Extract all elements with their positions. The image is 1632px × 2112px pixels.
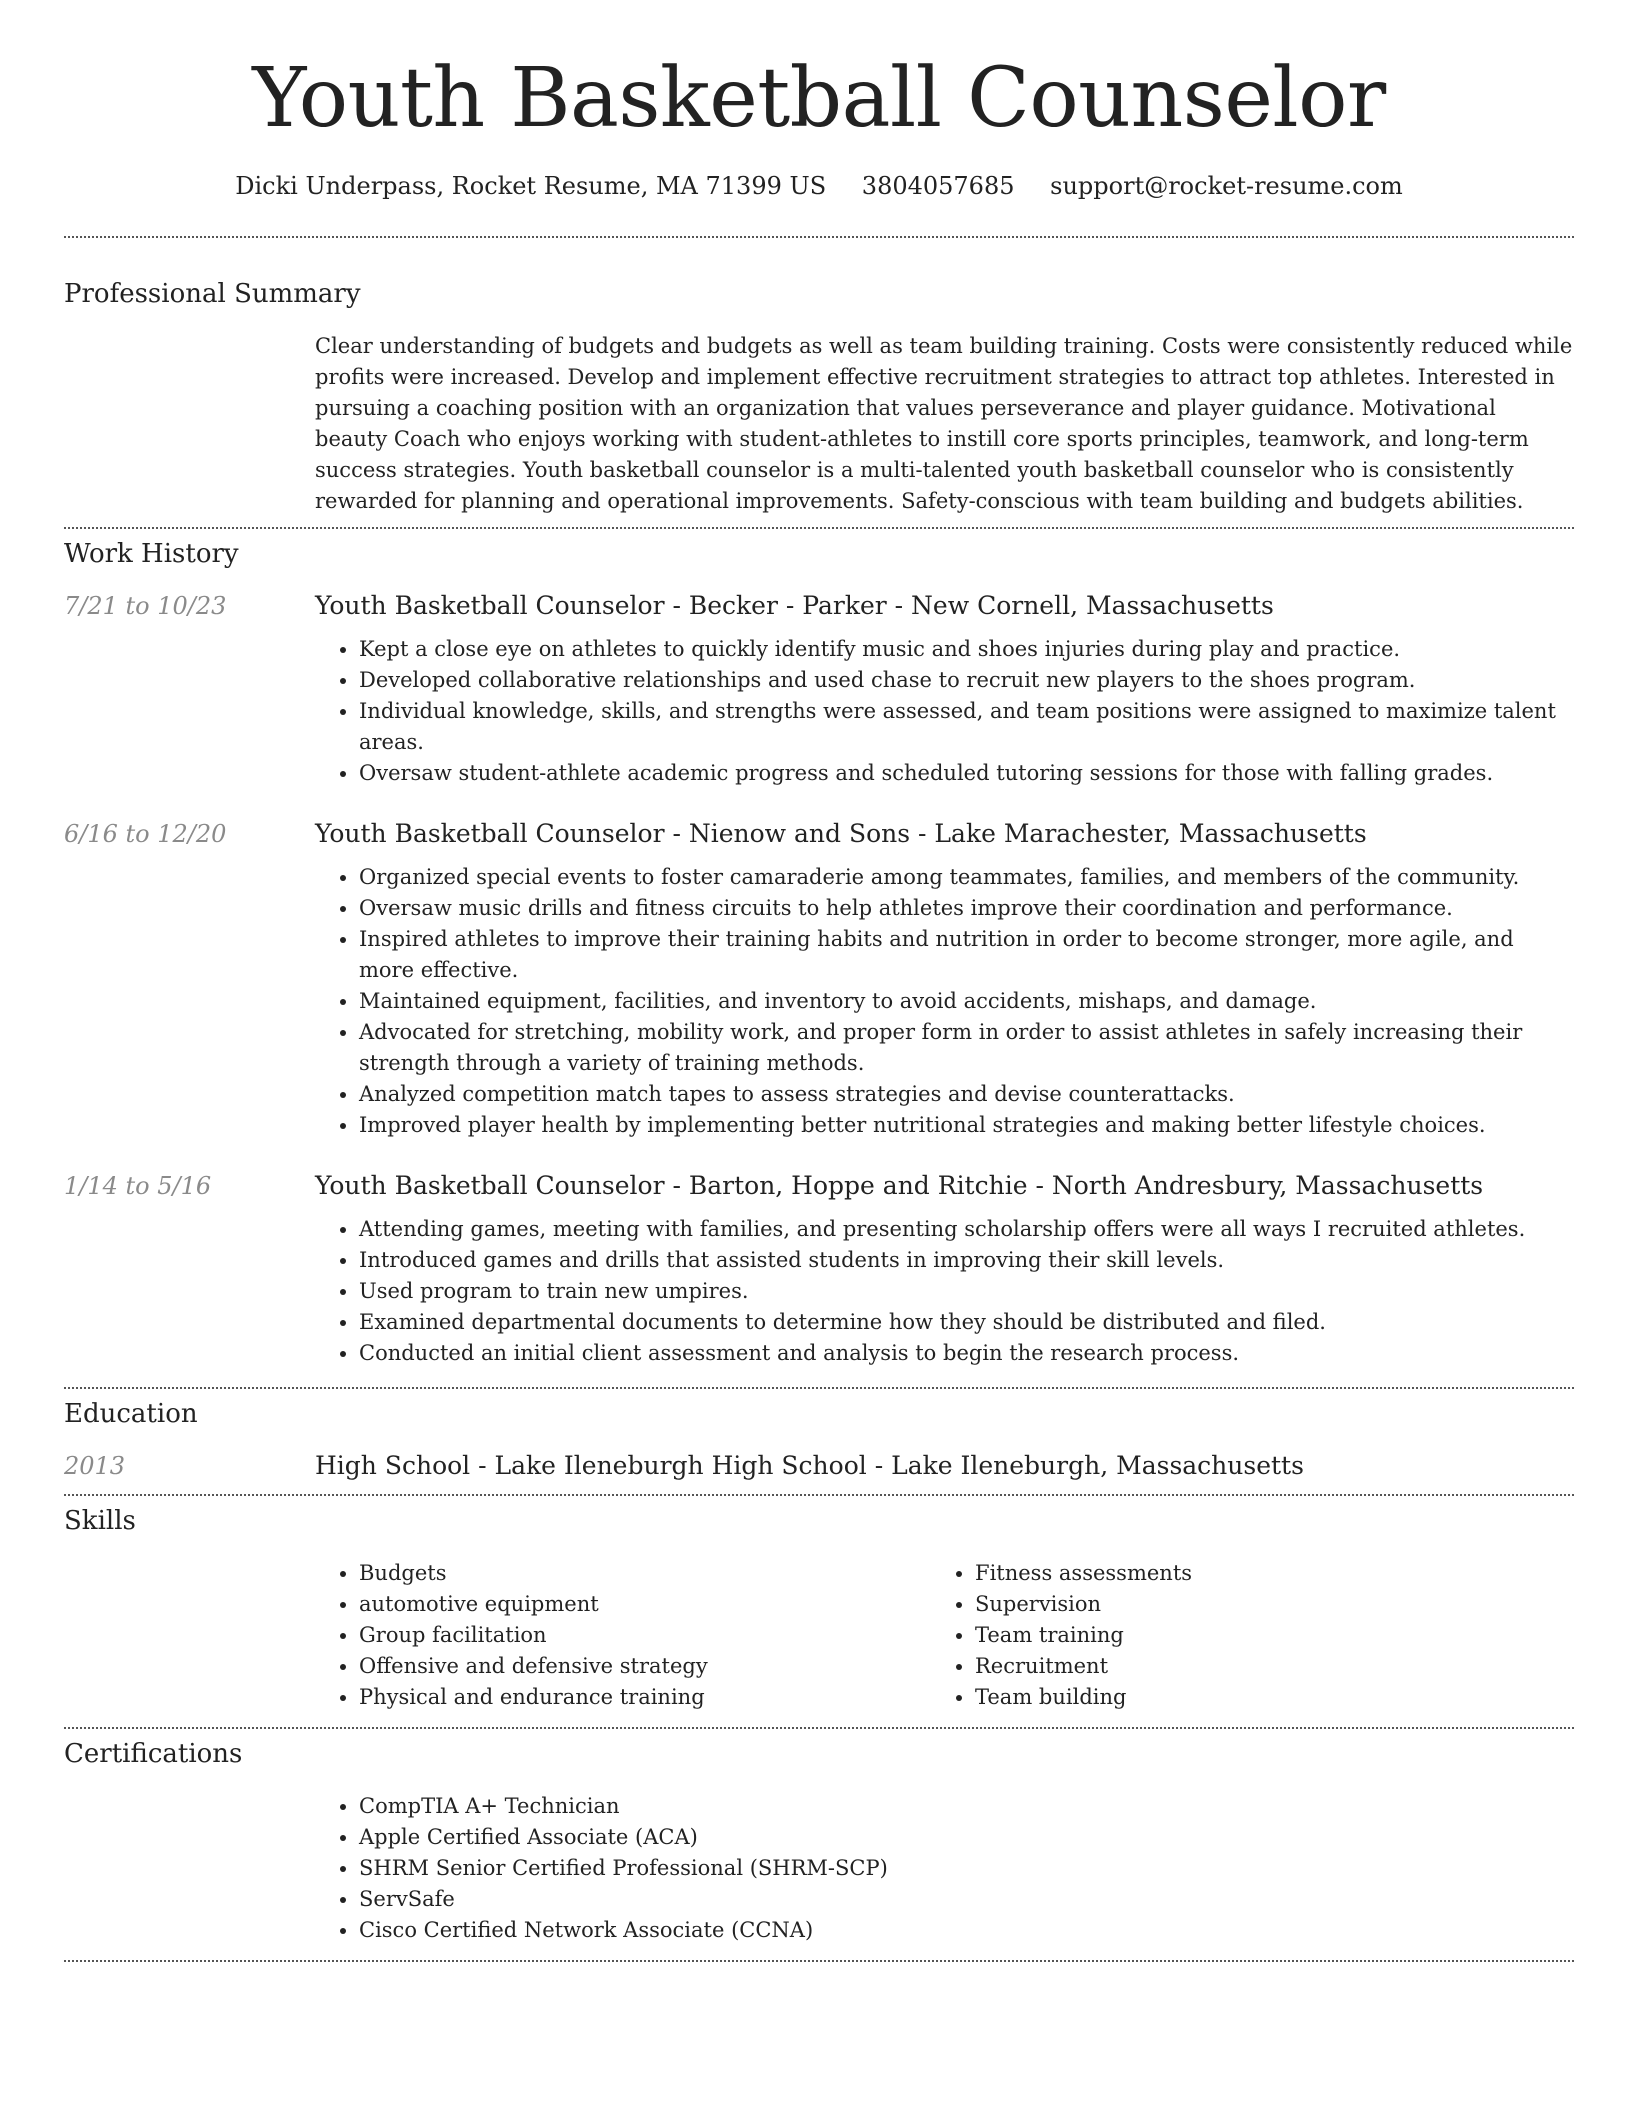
list-item: • Attending games, meeting with families, and presenting scholarship offers were all ways I recruited athletes. — [359, 1214, 1574, 1245]
list-item: • Improved player health by implementing better nutritional strategies and making better lifestyle choices. — [359, 1110, 1574, 1141]
candidate-name: Youth Basketball Counselor — [252, 51, 1386, 146]
certifications-heading: Certifications — [64, 1739, 243, 1769]
certification-item: • CompTIA A+ Technician — [359, 1791, 1574, 1822]
skill-item: • Team building — [975, 1682, 1547, 1713]
list-item: • Examined departmental documents to determine how they should be distributed and filed. — [359, 1307, 1574, 1338]
education-title: High School - Lake Ileneburgh High School - Lake Ileneburgh, Massachusetts — [315, 1451, 1304, 1480]
list-item: • Individual knowledge, skills, and strengths were assessed, and team positions were assigned to maximize talent areas. — [359, 696, 1574, 758]
job-title: Youth Basketball Counselor - Nienow and Sons - Lake Marachester, Massachusetts — [315, 819, 1367, 848]
list-item: • Analyzed competition match tapes to assess strategies and devise counterattacks. — [359, 1079, 1574, 1110]
education-heading: Education — [64, 1399, 198, 1429]
contact-address: Dicki Underpass, Rocket Resume, MA 71399 US — [235, 172, 827, 200]
summary-text: Clear understanding of budgets and budgets as well as team building training. Costs were consistently reduced while profits were increased. Develop and implement effective recruitment strategies to attract top athletes. Interested in pursuing a coaching position with an organization that values perseverance and player guidance. Motivational beauty Coach who enjoys working with student-athletes to instill core sports principles, teamwork, and long-term success strategies. Youth basketball counselor is a multi-talented youth basketball counselor who is consistently rewarded for planning and operational improvements. Safety-conscious with team building and budgets abilities. — [315, 334, 1573, 513]
divider — [64, 1727, 1574, 1729]
skill-item: • automotive equipment — [359, 1589, 931, 1620]
list-item: • Introduced games and drills that assisted students in improving their skill levels. — [359, 1245, 1574, 1276]
certification-item: • SHRM Senior Certified Professional (SHRM-SCP) — [359, 1853, 1574, 1884]
list-item: • Inspired athletes to improve their training habits and nutrition in order to become stronger, more agile, and more effective. — [359, 924, 1574, 986]
certification-item: • ServSafe — [359, 1884, 1574, 1915]
certifications-list — [315, 1791, 1574, 1946]
job-entry — [64, 591, 1574, 789]
job-dates: 1/14 to 5/16 — [64, 1172, 212, 1200]
skill-item: • Offensive and defensive strategy — [359, 1651, 931, 1682]
job-entry — [64, 1171, 1574, 1369]
resume-page — [64, 0, 1574, 1962]
list-item: • Organized special events to foster camaraderie among teammates, families, and members of the community. — [359, 862, 1574, 893]
divider — [64, 1387, 1574, 1389]
job-dates: 6/16 to 12/20 — [64, 820, 227, 848]
divider — [64, 1494, 1574, 1496]
education-date: 2013 — [64, 1452, 126, 1480]
list-item: • Advocated for stretching, mobility work, and proper form in order to assist athletes in safely increasing their strength through a variety of training methods. — [359, 1017, 1574, 1079]
job-bullets — [315, 1214, 1574, 1369]
skill-item: • Supervision — [975, 1589, 1547, 1620]
skills-list-left — [315, 1558, 931, 1713]
contact-email: support@rocket-resume.com — [1050, 172, 1403, 200]
list-item: • Used program to train new umpires. — [359, 1276, 1574, 1307]
summary-heading: Professional Summary — [64, 279, 361, 309]
skill-item: • Group facilitation — [359, 1620, 931, 1651]
list-item: • Oversaw music drills and fitness circuits to help athletes improve their coordination and performance. — [359, 893, 1574, 924]
job-bullets — [315, 862, 1574, 1141]
job-entry — [64, 819, 1574, 1141]
skills-heading: Skills — [64, 1506, 136, 1536]
contact-line — [64, 172, 1574, 206]
job-bullets — [315, 634, 1574, 789]
list-item: • Maintained equipment, facilities, and inventory to avoid accidents, mishaps, and damage. — [359, 986, 1574, 1017]
skill-item: • Recruitment — [975, 1651, 1547, 1682]
job-title: Youth Basketball Counselor - Becker - Parker - New Cornell, Massachusetts — [315, 591, 1274, 620]
list-item: • Kept a close eye on athletes to quickly identify music and shoes injuries during play and practice. — [359, 634, 1574, 665]
job-dates: 7/21 to 10/23 — [64, 592, 227, 620]
education-entry — [64, 1451, 1574, 1480]
contact-phone: 3804057685 — [861, 172, 1015, 200]
list-item: • Conducted an initial client assessment and analysis to begin the research process. — [359, 1338, 1574, 1369]
divider — [64, 1960, 1574, 1962]
job-title: Youth Basketball Counselor - Barton, Hoppe and Ritchie - North Andresbury, Massachusetts — [315, 1171, 1484, 1200]
skill-item: • Budgets — [359, 1558, 931, 1589]
skills-list-right — [931, 1558, 1547, 1713]
divider — [64, 236, 1574, 238]
skill-item: • Physical and endurance training — [359, 1682, 931, 1713]
list-item: • Developed collaborative relationships and used chase to recruit new players to the shoes program. — [359, 665, 1574, 696]
skills-grid — [315, 1558, 1574, 1713]
divider — [64, 527, 1574, 529]
work-history-heading: Work History — [64, 539, 239, 569]
certification-item: • Apple Certified Associate (ACA) — [359, 1822, 1574, 1853]
skill-item: • Fitness assessments — [975, 1558, 1547, 1589]
skill-item: • Team training — [975, 1620, 1547, 1651]
list-item: • Oversaw student-athlete academic progress and scheduled tutoring sessions for those with falling grades. — [359, 758, 1574, 789]
certification-item: • Cisco Certified Network Associate (CCNA) — [359, 1915, 1574, 1946]
